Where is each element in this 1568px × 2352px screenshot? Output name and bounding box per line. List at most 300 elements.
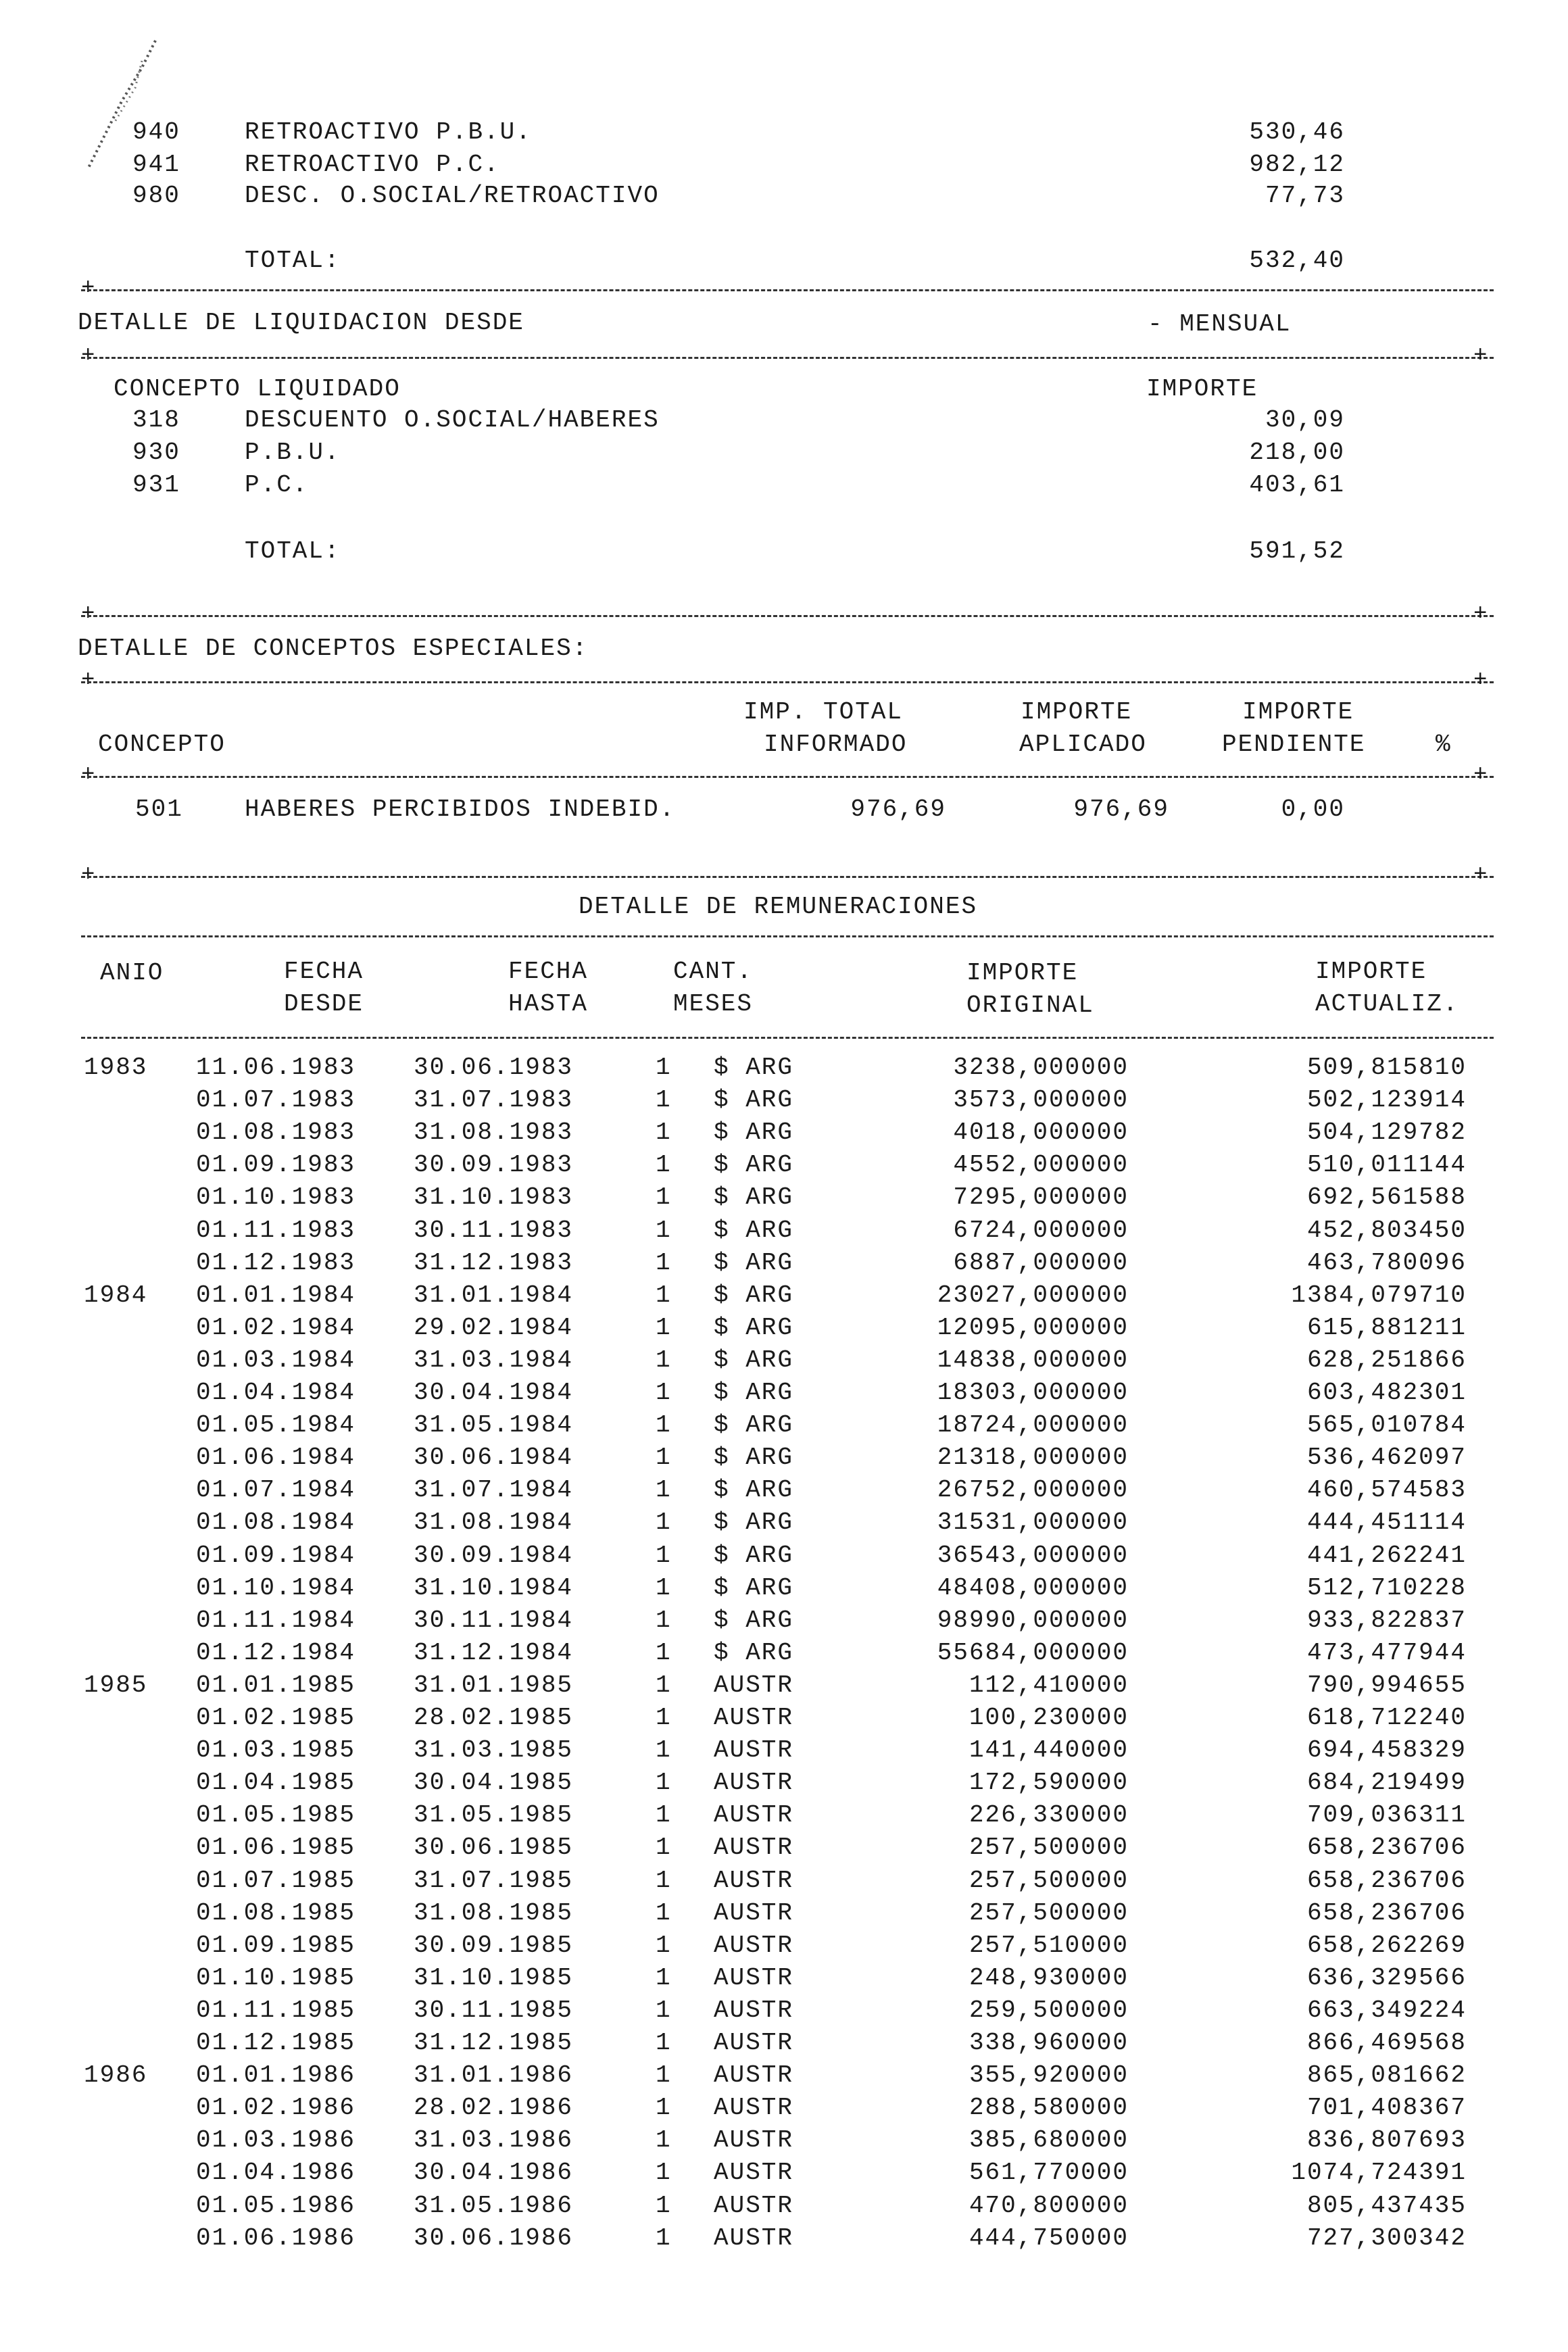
rem-cant: 1 [656, 2191, 672, 2220]
rem-actualizado: 658,236706 [1306, 1898, 1467, 1927]
table-row [0, 1379, 1568, 1412]
rem-desde: 01.03.1986 [196, 2126, 356, 2155]
rem-currency: AUSTR [714, 2126, 794, 2155]
table-row [0, 1867, 1568, 1900]
rem-cant: 1 [656, 2224, 672, 2252]
rem-actualizado: 504,129782 [1306, 1119, 1467, 1147]
rem-hasta: 28.02.1986 [414, 2094, 574, 2122]
rem-currency: AUSTR [714, 2191, 794, 2220]
table-row [0, 1672, 1568, 1705]
rem-hasta: 31.05.1984 [414, 1411, 574, 1440]
rem-actualizado: 701,408367 [1306, 2094, 1467, 2122]
rem-original: 31531,000000 [937, 1509, 1129, 1537]
rem-desde: 01.06.1985 [196, 1834, 356, 1862]
rem-actualizado: 509,815810 [1306, 1054, 1467, 1081]
rem-cant: 1 [656, 1086, 672, 1114]
table-row [0, 1607, 1568, 1640]
rem-desde: 01.01.1985 [196, 1671, 356, 1699]
rem-desde: 01.12.1983 [196, 1248, 356, 1277]
rem-original: 36543,000000 [937, 1541, 1129, 1569]
rem-actualizado: 510,011144 [1306, 1151, 1467, 1179]
rem-hasta: 31.07.1983 [414, 1086, 574, 1114]
rem-actualizado: 836,807693 [1306, 2126, 1467, 2155]
table-row [0, 1444, 1568, 1477]
table-row [0, 1282, 1568, 1315]
rem-currency: AUSTR [714, 2029, 794, 2057]
liquidacion-col-concepto: CONCEPTO LIQUIDADO [114, 375, 401, 403]
especiales-col-total: INFORMADO [764, 731, 908, 758]
rule-plus: + [81, 343, 95, 369]
rem-cant: 1 [656, 1996, 672, 2024]
table-row [0, 2192, 1568, 2225]
retro-amount: 77,73 [1265, 182, 1345, 210]
dashed-rule [81, 1037, 1494, 1039]
table-row [0, 1769, 1568, 1802]
rem-col-cant: CANT. [673, 958, 754, 985]
rem-hasta: 31.03.1985 [414, 1736, 574, 1765]
rem-hasta: 31.03.1986 [414, 2126, 574, 2155]
especiales-pendiente: 0,00 [1281, 795, 1345, 823]
retro-row [132, 119, 180, 146]
rem-hasta: 30.11.1985 [414, 1996, 574, 2024]
rem-original: 172,590000 [969, 1769, 1129, 1797]
liquidacion-total: 591,52 [1249, 537, 1345, 565]
rem-currency: $ ARG [714, 1638, 794, 1667]
rem-desde: 01.05.1986 [196, 2191, 356, 2220]
rem-currency: $ ARG [714, 1606, 794, 1634]
rem-original: 6724,000000 [953, 1216, 1129, 1244]
rule-plus: + [1473, 668, 1488, 693]
rem-actualizado: 502,123914 [1306, 1086, 1467, 1114]
rem-cant: 1 [656, 2094, 672, 2122]
rem-cant: 1 [656, 1476, 672, 1504]
rem-original: 226,330000 [969, 1801, 1129, 1830]
rem-cant: 1 [656, 1769, 672, 1797]
rem-col-original: ORIGINAL [966, 991, 1094, 1019]
rem-desde: 01.02.1986 [196, 2094, 356, 2122]
table-row [0, 1087, 1568, 1119]
rem-hasta: 29.02.1984 [414, 1313, 574, 1342]
rem-col-desde: FECHA [284, 958, 364, 985]
table-row [0, 1900, 1568, 1932]
rem-desde: 01.11.1983 [196, 1216, 356, 1244]
rem-cant: 1 [656, 1573, 672, 1602]
rem-original: 141,440000 [969, 1736, 1129, 1765]
rem-cant: 1 [656, 1638, 672, 1667]
liquidacion-total-label: TOTAL: [245, 537, 341, 565]
rem-desde: 01.09.1983 [196, 1151, 356, 1179]
rem-hasta: 31.01.1984 [414, 1281, 574, 1309]
rem-year: 1985 [84, 1671, 148, 1699]
remuneraciones-title: DETALLE DE REMUNERACIONES [579, 893, 978, 921]
rem-currency: AUSTR [714, 2061, 794, 2090]
rem-original: 6887,000000 [953, 1248, 1129, 1277]
rem-original: 444,750000 [969, 2224, 1129, 2252]
rem-original: 257,500000 [969, 1898, 1129, 1927]
rem-currency: $ ARG [714, 1509, 794, 1537]
liquidacion-col-importe: IMPORTE [1146, 375, 1258, 403]
rem-desde: 01.04.1986 [196, 2159, 356, 2187]
rem-desde: 01.07.1984 [196, 1476, 356, 1504]
rem-cant: 1 [656, 1444, 672, 1472]
especiales-col-concepto: CONCEPTO [98, 731, 226, 758]
rem-currency: $ ARG [714, 1216, 794, 1244]
rem-desde: 01.08.1983 [196, 1119, 356, 1147]
rem-desde: 01.11.1984 [196, 1606, 356, 1634]
rem-desde: 01.11.1985 [196, 1996, 356, 2024]
rem-currency: $ ARG [714, 1411, 794, 1440]
rule-plus: + [81, 602, 95, 627]
rem-actualizado: 463,780096 [1306, 1248, 1467, 1277]
rem-hasta: 30.11.1984 [414, 1606, 574, 1634]
rem-desde: 01.10.1984 [196, 1573, 356, 1602]
rem-original: 12095,000000 [937, 1313, 1129, 1342]
especiales-title: DETALLE DE CONCEPTOS ESPECIALES: [78, 635, 589, 662]
liquidacion-code: 930 [132, 439, 180, 466]
rem-currency: AUSTR [714, 1866, 794, 1894]
rem-hasta: 30.09.1984 [414, 1541, 574, 1569]
rem-cant: 1 [656, 1183, 672, 1212]
rem-col-hasta: HASTA [508, 990, 589, 1018]
rem-original: 3573,000000 [953, 1086, 1129, 1114]
rem-actualizado: 1384,079710 [1291, 1281, 1467, 1309]
rem-col-actualizado: IMPORTE [1315, 958, 1427, 985]
rem-original: 259,500000 [969, 1996, 1129, 2024]
liquidacion-amount: 30,09 [1265, 406, 1345, 434]
rem-actualizado: 865,081662 [1306, 2061, 1467, 2090]
rem-currency: $ ARG [714, 1054, 794, 1081]
table-row [0, 1152, 1568, 1184]
rem-desde: 01.06.1984 [196, 1444, 356, 1472]
rem-original: 21318,000000 [937, 1444, 1129, 1472]
retro-total: 532,40 [1249, 247, 1345, 274]
rem-hasta: 31.08.1983 [414, 1119, 574, 1147]
rem-col-hasta: FECHA [508, 958, 589, 985]
rem-hasta: 30.06.1986 [414, 2224, 574, 2252]
rem-actualizado: 618,712240 [1306, 1704, 1467, 1732]
table-row [0, 1640, 1568, 1672]
rem-hasta: 30.06.1985 [414, 1834, 574, 1862]
rem-hasta: 30.06.1984 [414, 1444, 574, 1472]
rem-actualizado: 1074,724391 [1291, 2159, 1467, 2187]
rem-original: 338,960000 [969, 2029, 1129, 2057]
rem-col-cant: MESES [673, 990, 754, 1018]
retro-code: 980 [132, 182, 180, 210]
especiales-col-pct: % [1436, 731, 1452, 758]
rem-hasta: 31.05.1985 [414, 1801, 574, 1830]
rem-year: 1983 [84, 1054, 148, 1081]
rem-actualizado: 684,219499 [1306, 1769, 1467, 1797]
rem-col-desde: DESDE [284, 990, 364, 1018]
table-row [0, 2159, 1568, 2192]
rem-currency: $ ARG [714, 1541, 794, 1569]
rem-actualizado: 694,458329 [1306, 1736, 1467, 1765]
rem-cant: 1 [656, 1963, 672, 1992]
dashed-rule [81, 357, 1494, 359]
rem-cant: 1 [656, 1866, 672, 1894]
table-row [0, 1965, 1568, 1997]
rem-actualizado: 441,262241 [1306, 1541, 1467, 1569]
rem-currency: AUSTR [714, 1736, 794, 1765]
rem-hasta: 31.01.1986 [414, 2061, 574, 2090]
liquidacion-amount: 403,61 [1249, 471, 1345, 499]
rem-original: 55684,000000 [937, 1638, 1129, 1667]
rem-currency: $ ARG [714, 1573, 794, 1602]
rem-actualizado: 536,462097 [1306, 1444, 1467, 1472]
rem-year: 1984 [84, 1281, 148, 1309]
especiales-col-aplicado: APLICADO [1019, 731, 1147, 758]
table-row [0, 1347, 1568, 1379]
rem-currency: $ ARG [714, 1281, 794, 1309]
especiales-col-aplicado: IMPORTE [1021, 698, 1133, 726]
rem-desde: 01.09.1984 [196, 1541, 356, 1569]
rem-hasta: 31.12.1983 [414, 1248, 574, 1277]
retro-total-label: TOTAL: [245, 247, 341, 274]
rem-original: 561,770000 [969, 2159, 1129, 2187]
rem-original: 248,930000 [969, 1963, 1129, 1992]
rule-plus: + [81, 862, 95, 888]
rem-currency: $ ARG [714, 1119, 794, 1147]
rem-actualizado: 790,994655 [1306, 1671, 1467, 1699]
liquidacion-period: - MENSUAL [1148, 310, 1292, 338]
rem-desde: 01.04.1984 [196, 1379, 356, 1406]
rem-original: 257,510000 [969, 1931, 1129, 1959]
rem-cant: 1 [656, 1346, 672, 1374]
rem-col-original: IMPORTE [966, 959, 1079, 987]
rem-hasta: 31.10.1983 [414, 1183, 574, 1212]
especiales-desc: HABERES PERCIBIDOS INDEBID. [245, 795, 676, 823]
especiales-code: 501 [135, 795, 183, 823]
rem-hasta: 31.01.1985 [414, 1671, 574, 1699]
rem-original: 26752,000000 [937, 1476, 1129, 1504]
especiales-col-pendiente: IMPORTE [1242, 698, 1354, 726]
rem-desde: 01.08.1984 [196, 1509, 356, 1537]
rem-desde: 01.01.1986 [196, 2061, 356, 2090]
rule-plus: + [1473, 762, 1488, 788]
dashed-rule [81, 681, 1494, 683]
rem-hasta: 30.06.1983 [414, 1054, 574, 1081]
dashed-rule [81, 615, 1494, 617]
table-row [0, 1250, 1568, 1282]
liquidacion-code: 318 [132, 406, 180, 434]
rem-hasta: 28.02.1985 [414, 1704, 574, 1732]
rem-original: 3238,000000 [953, 1054, 1129, 1081]
rem-currency: $ ARG [714, 1248, 794, 1277]
rem-actualizado: 628,251866 [1306, 1346, 1467, 1374]
liquidacion-desc: P.C. [245, 471, 309, 499]
rem-cant: 1 [656, 1379, 672, 1406]
rem-currency: AUSTR [714, 1898, 794, 1927]
rem-currency: AUSTR [714, 1834, 794, 1862]
table-row [0, 1932, 1568, 1965]
rem-currency: AUSTR [714, 1671, 794, 1699]
retro-desc: DESC. O.SOCIAL/RETROACTIVO [245, 182, 660, 210]
rule-plus: + [81, 762, 95, 788]
rem-hasta: 31.08.1984 [414, 1509, 574, 1537]
rem-cant: 1 [656, 1931, 672, 1959]
table-row [0, 1997, 1568, 2030]
rem-hasta: 31.03.1984 [414, 1346, 574, 1374]
rem-currency: $ ARG [714, 1346, 794, 1374]
liquidacion-amount: 218,00 [1249, 439, 1345, 466]
rem-actualizado: 636,329566 [1306, 1963, 1467, 1992]
rem-cant: 1 [656, 1834, 672, 1862]
rem-currency: AUSTR [714, 1769, 794, 1797]
rem-hasta: 30.11.1983 [414, 1216, 574, 1244]
rem-cant: 1 [656, 2159, 672, 2187]
rem-desde: 01.05.1985 [196, 1801, 356, 1830]
rem-actualizado: 866,469568 [1306, 2029, 1467, 2057]
rem-original: 18303,000000 [937, 1379, 1129, 1406]
rem-actualizado: 692,561588 [1306, 1183, 1467, 1212]
especiales-aplicado: 976,69 [1073, 795, 1169, 823]
rem-actualizado: 565,010784 [1306, 1411, 1467, 1440]
table-row [0, 1737, 1568, 1769]
table-row [0, 2094, 1568, 2127]
rem-cant: 1 [656, 1313, 672, 1342]
rem-cant: 1 [656, 2029, 672, 2057]
rem-original: 112,410000 [969, 1671, 1129, 1699]
rem-hasta: 30.04.1986 [414, 2159, 574, 2187]
rem-actualizado: 658,262269 [1306, 1931, 1467, 1959]
rem-original: 48408,000000 [937, 1573, 1129, 1602]
rem-hasta: 31.05.1986 [414, 2191, 574, 2220]
rem-original: 257,500000 [969, 1834, 1129, 1862]
rem-cant: 1 [656, 1248, 672, 1277]
table-row [0, 1412, 1568, 1444]
rem-cant: 1 [656, 1054, 672, 1081]
rem-desde: 01.07.1985 [196, 1866, 356, 1894]
rem-actualizado: 933,822837 [1306, 1606, 1467, 1634]
table-row [0, 1575, 1568, 1607]
rem-original: 257,500000 [969, 1866, 1129, 1894]
table-row [0, 1184, 1568, 1217]
rem-desde: 01.01.1984 [196, 1281, 356, 1309]
especiales-col-total: IMP. TOTAL [743, 698, 904, 726]
dashed-rule [81, 935, 1494, 937]
rem-original: 288,580000 [969, 2094, 1129, 2122]
table-row [0, 1119, 1568, 1152]
rem-currency: AUSTR [714, 1704, 794, 1732]
table-row [0, 2030, 1568, 2062]
rem-desde: 01.02.1984 [196, 1313, 356, 1342]
table-row [0, 1802, 1568, 1834]
rem-actualizado: 473,477944 [1306, 1638, 1467, 1667]
retro-amount: 982,12 [1249, 151, 1345, 178]
liquidacion-title: DETALLE DE LIQUIDACION DESDE [78, 309, 524, 337]
retro-desc: RETROACTIVO P.C. [245, 151, 500, 178]
rem-original: 98990,000000 [937, 1606, 1129, 1634]
rem-original: 355,920000 [969, 2061, 1129, 2090]
rem-actualizado: 658,236706 [1306, 1834, 1467, 1862]
liquidacion-desc: P.B.U. [245, 439, 341, 466]
rem-original: 4552,000000 [953, 1151, 1129, 1179]
rem-cant: 1 [656, 1281, 672, 1309]
rem-actualizado: 603,482301 [1306, 1379, 1467, 1406]
rem-currency: AUSTR [714, 1931, 794, 1959]
rule-plus: + [1473, 602, 1488, 627]
rem-col-actualizado: ACTUALIZ. [1315, 990, 1459, 1018]
rule-plus: + [1473, 862, 1488, 888]
rem-cant: 1 [656, 1704, 672, 1732]
rem-hasta: 31.12.1985 [414, 2029, 574, 2057]
rem-actualizado: 444,451114 [1306, 1509, 1467, 1537]
rem-actualizado: 805,437435 [1306, 2191, 1467, 2220]
rem-currency: $ ARG [714, 1313, 794, 1342]
rem-actualizado: 658,236706 [1306, 1866, 1467, 1894]
rem-hasta: 30.04.1984 [414, 1379, 574, 1406]
rem-hasta: 31.10.1984 [414, 1573, 574, 1602]
rem-hasta: 31.07.1984 [414, 1476, 574, 1504]
table-row [0, 1217, 1568, 1250]
rem-currency: AUSTR [714, 1996, 794, 2024]
rem-cant: 1 [656, 1151, 672, 1179]
rem-cant: 1 [656, 1411, 672, 1440]
rem-original: 100,230000 [969, 1704, 1129, 1732]
rem-col-anio: ANIO [100, 959, 164, 987]
especiales-col-pendiente: PENDIENTE [1222, 731, 1366, 758]
rem-desde: 01.12.1985 [196, 2029, 356, 2057]
rem-actualizado: 452,803450 [1306, 1216, 1467, 1244]
rem-cant: 1 [656, 1541, 672, 1569]
rem-cant: 1 [656, 1606, 672, 1634]
rem-desde: 01.07.1983 [196, 1086, 356, 1114]
rem-cant: 1 [656, 2061, 672, 2090]
rem-actualizado: 709,036311 [1306, 1801, 1467, 1830]
rem-hasta: 31.10.1985 [414, 1963, 574, 1992]
rem-original: 7295,000000 [953, 1183, 1129, 1212]
rem-original: 4018,000000 [953, 1119, 1129, 1147]
rem-year: 1986 [84, 2061, 148, 2090]
rem-currency: $ ARG [714, 1379, 794, 1406]
table-row [0, 1477, 1568, 1509]
rem-desde: 01.10.1985 [196, 1963, 356, 1992]
rem-original: 385,680000 [969, 2126, 1129, 2155]
rem-currency: AUSTR [714, 2224, 794, 2252]
rem-currency: $ ARG [714, 1086, 794, 1114]
rem-desde: 01.06.1986 [196, 2224, 356, 2252]
rem-desde: 01.04.1985 [196, 1769, 356, 1797]
table-row [0, 2127, 1568, 2159]
rem-desde: 01.02.1985 [196, 1704, 356, 1732]
rem-desde: 01.09.1985 [196, 1931, 356, 1959]
rem-cant: 1 [656, 1898, 672, 1927]
rem-currency: $ ARG [714, 1476, 794, 1504]
rem-cant: 1 [656, 1119, 672, 1147]
rem-desde: 01.05.1984 [196, 1411, 356, 1440]
especiales-informado: 976,69 [850, 795, 946, 823]
liquidacion-code: 931 [132, 471, 180, 499]
rule-plus: + [81, 668, 95, 693]
rem-desde: 01.12.1984 [196, 1638, 356, 1667]
rem-hasta: 31.08.1985 [414, 1898, 574, 1927]
rem-currency: AUSTR [714, 2094, 794, 2122]
rem-hasta: 30.09.1983 [414, 1151, 574, 1179]
rem-cant: 1 [656, 1736, 672, 1765]
rem-cant: 1 [656, 1509, 672, 1537]
rem-cant: 1 [656, 1216, 672, 1244]
table-row [0, 1834, 1568, 1867]
dashed-rule [81, 776, 1494, 778]
rem-desde: 01.10.1983 [196, 1183, 356, 1212]
rem-currency: $ ARG [714, 1183, 794, 1212]
rem-currency: $ ARG [714, 1444, 794, 1472]
table-row [0, 1705, 1568, 1737]
rem-currency: AUSTR [714, 1963, 794, 1992]
rem-cant: 1 [656, 1801, 672, 1830]
rem-actualizado: 727,300342 [1306, 2224, 1467, 2252]
rem-hasta: 31.07.1985 [414, 1866, 574, 1894]
